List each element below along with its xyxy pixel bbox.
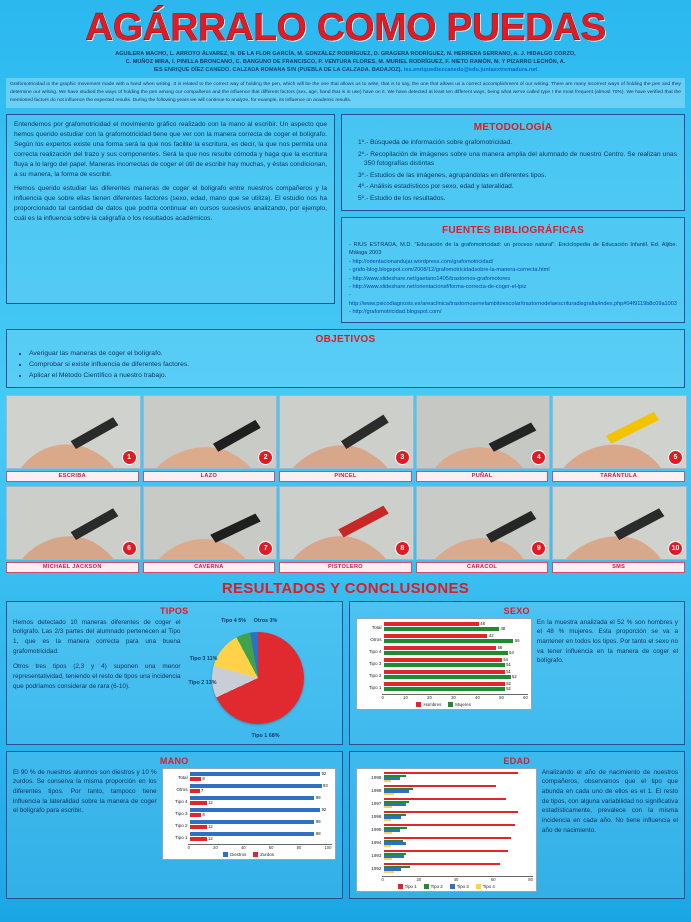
chart-row	[166, 772, 332, 783]
chart-row	[360, 658, 528, 669]
chart-legend	[360, 702, 528, 707]
methodology-heading: METODOLOGÍA	[473, 122, 553, 134]
chart-category-label: Tipo 2	[368, 672, 382, 678]
chart-value-label: 12	[208, 836, 213, 842]
photo-image	[6, 486, 141, 560]
chart-row	[166, 796, 332, 807]
list-item: 1º.- Búsqueda de información sobre grafomotricidad.	[358, 139, 513, 147]
chart-row	[360, 772, 533, 784]
chart-value-label: 12	[208, 824, 213, 830]
chart-value-label: 54	[503, 657, 509, 662]
results-panel-mano	[6, 751, 343, 899]
chart-value-label: 42	[488, 633, 494, 638]
chart-category-label: Tipo 3	[368, 660, 382, 666]
photo-row-2	[6, 486, 685, 573]
pie-label-otros: Otros 3%	[253, 617, 278, 624]
chart-category-label: 1999	[371, 775, 382, 780]
photo-badge: 2	[258, 450, 273, 465]
photo-badge: 8	[395, 541, 410, 556]
tipos-paragraph-2: Otros tres tipos (2,3 y 4) suponen una menor representatividad, teniendo el resto de tipos una incidencia que podríamos considerar de rara (6-10).	[13, 663, 181, 690]
mano-bar-chart	[162, 768, 336, 892]
photo-badge: 7	[258, 541, 273, 556]
tick: 30	[451, 694, 456, 700]
hand-writing-illustration	[7, 487, 140, 560]
list-item: 4º.- Análisis estadísticos por sexo, edad y lateralidad.	[358, 183, 514, 191]
chart-value-label: 56	[497, 645, 503, 650]
chart-row	[360, 811, 533, 823]
chart-value-label: 51	[506, 662, 511, 668]
chart-row	[166, 808, 332, 819]
photo-badge: 1	[122, 450, 137, 465]
photo-label: MICHAEL JACKSON	[6, 562, 139, 573]
chart-x-ticks	[382, 695, 528, 700]
list-item: • Comprobar si existe influencia de diferentes factores.	[29, 359, 676, 370]
tick: 20	[427, 694, 432, 700]
chart-row	[360, 785, 533, 797]
tick: 10	[403, 694, 408, 700]
photo-cell-9	[416, 486, 549, 573]
photo-badge: 6	[122, 541, 137, 556]
tick: 80	[296, 844, 302, 850]
photo-cell-5	[552, 395, 685, 482]
hand-writing-illustration	[280, 396, 413, 469]
hand-writing-illustration	[417, 487, 550, 560]
photo-image	[143, 486, 278, 560]
tick: 0	[381, 876, 384, 882]
list-item: 5º.- Estudio de los resultados.	[358, 194, 446, 202]
page-title: AGÁRRALO COMO PUEDAS	[85, 6, 606, 49]
tick: 60	[490, 876, 496, 882]
chart-row	[360, 824, 533, 836]
chart-category-label: 1992	[371, 866, 382, 871]
legend-item: Tipo 4	[476, 884, 495, 889]
chart-category-label: 1998	[371, 788, 382, 793]
results-heading: RESULTADOS Y CONCLUSIONES	[221, 579, 470, 597]
photo-image	[552, 486, 687, 560]
pie-graphic	[212, 632, 304, 724]
hand-writing-illustration	[553, 396, 686, 469]
photo-image	[552, 395, 687, 469]
list-item: 3º.- Estudios de las imágenes, agrupándolas en diferentes tipos.	[358, 171, 547, 179]
chart-value-label: 52	[512, 674, 517, 680]
chart-category-label: Otros	[176, 786, 188, 792]
intro-paragraph-2: Hemos querido estudiar las diferentes maneras de coger el bolígrafo entre nuestros compañeros y la influencia que sobre ellas tienen diferentes factores (sexo, edad, mano que se utiliza). El estudio nos ha proporcionado tal cantidad de datos que podría continuar en cursos sucesivos analizando, por ejemplo, cuál es la influencia sobre la caligrafía o los resultados académicos.	[14, 185, 328, 223]
edad-bar-chart	[356, 768, 537, 892]
mano-heading: MANO	[159, 755, 189, 766]
chart-value-label: 88	[315, 795, 321, 800]
photo-cell-6	[6, 486, 139, 573]
photo-label: ESCRIBA	[6, 471, 139, 482]
photo-grid	[6, 395, 685, 573]
tipos-text	[13, 618, 181, 738]
bar-chart-body	[356, 618, 532, 710]
photo-image	[143, 395, 278, 469]
chart-x-ticks	[382, 877, 533, 882]
results-panel-tipos	[6, 601, 343, 745]
references-heading: FUENTES BIBLIOGRÁFICAS	[441, 224, 585, 236]
chart-category-label: Tipo 1	[175, 834, 188, 840]
introduction-panel	[6, 114, 335, 304]
chart-value-label: 88	[315, 831, 321, 836]
photo-image	[6, 395, 141, 469]
results-panel-sexo	[349, 601, 686, 745]
list-item[interactable]: - http://www.psicodiagnosis.es/areaclinica/trastornosenelambitoescolar/trastornodelaescrituradisgrafia/index.php#04f9119b8c09a1003	[349, 292, 677, 307]
sexo-text: En la muestra analizada el 52 % son hombres y el 48 % mujeres. Esta proporción se va a mantener en todos los tipos. Por tanto el sexo no va tener influencia en la manera de coger el bolígrafo.	[536, 618, 678, 665]
author-list	[0, 47, 691, 74]
chart-value-label: 12	[208, 800, 213, 806]
pie-label-tipo1: Tipo 1 68%	[251, 732, 280, 739]
chart-category-label: 1995	[371, 827, 382, 832]
hand-writing-illustration	[144, 396, 277, 469]
tick: 60	[268, 844, 274, 850]
top-columns	[6, 114, 685, 322]
photo-cell-1	[6, 395, 139, 482]
chart-legend	[360, 884, 533, 889]
photo-image	[279, 486, 414, 560]
tick: 100	[324, 844, 332, 850]
chart-row	[360, 634, 528, 645]
tick: 20	[416, 876, 422, 882]
list-item: - RIUS ESTRADA, M.D. "Educación de la grafomotricidad: un proceso natural". Enciclopedia de Educación Infantil. Ed. Aljibe. Málaga 2003	[349, 241, 677, 257]
photo-label: PINCEL	[279, 471, 412, 482]
tick: 80	[528, 876, 533, 882]
photo-label: CAVERNA	[143, 562, 276, 573]
photo-cell-2	[143, 395, 276, 482]
hand-writing-illustration	[144, 487, 277, 560]
chart-category-label: Otros	[370, 636, 382, 642]
tick: 0	[187, 844, 190, 850]
list-item: 2º.- Recopilación de imágenes sobre una manera amplia del alumnado de nuestro Centro. Se realizan unas 350 fotografías distintas	[358, 150, 677, 168]
legend-item: Mujeres	[448, 702, 471, 707]
photo-badge: 3	[395, 450, 410, 465]
tick: 0	[381, 694, 384, 700]
chart-row	[360, 798, 533, 810]
tipos-paragraph-1: Hemos detectado 10 maneras diferentes de coger el bolígrafo. Las 2/3 partes del alumnado pertenecen al Tipo 1, que es la manera correcta para una buena grafomotricidad.	[13, 618, 181, 655]
photo-image	[416, 486, 551, 560]
list-item[interactable]: - http://www.slideshare.net/orientacionsf/forma-correcta-de-coger-el-lpiz	[349, 283, 527, 290]
list-item[interactable]: - http://grafomotricidad.blogspot.com/	[349, 309, 442, 316]
photo-label: LAZO	[143, 471, 276, 482]
tick: 60	[523, 694, 528, 700]
authors-line-1: AGUILERA MACHO, L. ARROYO ÁLVAREZ, N. DE LA FLOR GARCÍA, M. GONZÁLEZ RODRÍGUEZ, D. GRAGERA RODRÍGUEZ, N. HERRERA SERRANO, A. J. HIDALGO CORZO,	[115, 51, 576, 57]
legend-item: Hombres	[416, 702, 441, 707]
photo-cell-3	[279, 395, 412, 482]
photo-badge: 10	[668, 541, 683, 556]
chart-row	[360, 622, 528, 633]
tick: 40	[240, 844, 246, 850]
chart-category-label: 1994	[371, 840, 382, 845]
chart-x-ticks	[188, 845, 332, 850]
mano-text: El 90 % de nuestros alumnos son diestros y 10 % zurdos. Se conserva la misma proporción en los diferentes tipos. Por tanto, tampoco tiene influencia la lateralidad sobre la manera de coger el bolígrafo para escribir.	[13, 768, 157, 815]
hand-writing-illustration	[7, 396, 140, 469]
legend-item: Tipo 3	[450, 884, 469, 889]
tipos-pie-chart	[186, 618, 336, 738]
chart-value-label: 88	[315, 819, 321, 824]
institution: IES ENRIQUE DÍEZ CANEDO. CALZADA ROMANA S/N (PUEBLA DE LA CALZADA. BADAJOZ).	[153, 67, 403, 74]
intro-paragraph-1: Entendemos por grafomotricidad el movimiento gráfico realizado con la mano al escribir. Un aspecto que hemos querido estudiar con la grafomotricidad tiene que ver con la manera correcta de coger el bolígrafo. Según los expertos existe una forma será la que nos facilite la escritura, es decir, la que nos permita una correcta realización del trazo y sus componentes. Será la que nos resulte cómoda y haga que la escritura fluya a lo largo del papel. Maneras incorrectas de coger el útil de escribir hay muchas, y éstas condicionan, a su manera, la forma de escribir.	[14, 121, 328, 178]
chart-value-label: 8	[202, 776, 205, 782]
bar-chart-body	[356, 768, 537, 892]
references-list	[349, 241, 677, 317]
chart-row	[166, 784, 332, 795]
legend-item: Diestros	[223, 852, 246, 857]
pie-label-tipo3: Tipo 3 11%	[189, 655, 218, 662]
chart-row	[360, 646, 528, 657]
objectives-heading: OBJETIVOS	[315, 333, 376, 345]
chart-row	[166, 820, 332, 831]
legend-item: Tipo 1	[398, 884, 417, 889]
photo-cell-8	[279, 486, 412, 573]
methodology-panel	[341, 114, 685, 211]
chart-value-label: 92	[321, 807, 327, 812]
photo-badge: 9	[531, 541, 546, 556]
tick: 20	[213, 844, 218, 850]
chart-category-label: 1997	[371, 801, 382, 806]
hand-writing-illustration	[417, 396, 550, 469]
list-item[interactable]: - grafo-blog.blogspot.com/2008/12/grafomotricidadsobre-la-manera-correcta.html	[349, 267, 550, 274]
legend-item: Tipo 2	[424, 884, 443, 889]
chart-value-label: 7	[200, 788, 204, 794]
hand-writing-illustration	[280, 487, 413, 560]
photo-badge: 4	[531, 450, 546, 465]
abstract-text: Grafomotricidad is the graphic movement made with a hand when writing. It is related to the correct way of holding the pen, which will be the one that allows us to write, that is to say, the one that allows us a correct accomplishment of our writing. There are many incorrect ways of holding the pen and they determine our writing. We have studied the ways of holding the pen among our compañeros and the influence that different factors (sex, age, hand that is in use) have on it. We have detected at least ten different ways, being what we've called type I the most frequent (almost 70%). We have verified that the mentioned factors do not influence the expected results. During the following years we will continue to analyze, for example, its influence on academic results.	[6, 78, 685, 108]
edad-heading: EDAD	[503, 755, 531, 766]
chart-row	[360, 837, 533, 849]
photo-label: CARACOL	[416, 562, 549, 573]
legend-item: Zurdos	[253, 852, 274, 857]
hand-writing-illustration	[553, 487, 686, 560]
chart-value-label: 48	[500, 626, 506, 632]
photo-label: PUÑAL	[416, 471, 549, 482]
tipos-heading: TIPOS	[159, 605, 189, 616]
photo-label: SMS	[552, 562, 685, 573]
chart-category-label: Tipo 3	[175, 810, 188, 816]
photo-cell-7	[143, 486, 276, 573]
photo-cell-4	[416, 395, 549, 482]
chart-row	[360, 670, 528, 681]
chart-value-label: 56	[514, 638, 520, 644]
results-panel-edad	[349, 751, 686, 899]
chart-value-label: 54	[509, 650, 514, 656]
list-item[interactable]: - http://orientacionandujar.wordpress.com/grafomotricidad/	[349, 258, 494, 265]
chart-value-label: 51	[506, 669, 511, 674]
chart-row	[360, 850, 533, 862]
photo-image	[416, 395, 551, 469]
chart-value-label: 8	[202, 812, 205, 818]
chart-category-label: Tipo 4	[368, 648, 382, 654]
objectives-panel	[6, 329, 685, 388]
photo-badge: 5	[668, 450, 683, 465]
bar-chart-body	[162, 768, 336, 860]
authors-line-2: C. MUÑOZ MIRA, I. PINILLA BRONCANO, C. BANGUNO DE FRANCISCO, P. VENTURA FLORES, M. MURIEL RODRÍGUEZ, F. NIETO RAMÓN, M. Y PIZARRO LECHÓN, A.	[125, 59, 566, 66]
chart-value-label: 52	[506, 681, 511, 686]
chart-category-label: Tipo 4	[175, 798, 188, 804]
photo-row-1	[6, 395, 685, 482]
chart-row	[360, 682, 528, 693]
tick: 40	[453, 876, 459, 882]
tick: 50	[499, 694, 504, 700]
intro-column	[6, 114, 335, 322]
sexo-bar-chart	[356, 618, 532, 738]
list-item[interactable]: - http://www.slideshare.net/gaetano1405/trastornos-grafomotores	[349, 275, 511, 282]
list-item: • Averiguar las maneras de coger el bolígrafo.	[29, 348, 676, 359]
chart-value-label: 52	[506, 686, 511, 692]
results-row-2	[6, 751, 685, 899]
photo-image	[279, 395, 414, 469]
chart-category-label: Total	[177, 774, 188, 780]
chart-category-label: 1996	[371, 814, 382, 819]
chart-category-label: Tipo 1	[368, 684, 382, 690]
photo-label: PISTOLERO	[279, 562, 412, 573]
method-refs-column	[341, 114, 685, 322]
chart-legend	[166, 852, 332, 857]
chart-category-label: 1993	[371, 853, 382, 858]
tick: 40	[475, 694, 480, 700]
pie-label-tipo2: Tipo 2 13%	[188, 679, 217, 686]
references-panel	[341, 217, 685, 323]
photo-label: TARÁNTULA	[552, 471, 685, 482]
objectives-list	[15, 348, 676, 381]
methodology-list	[349, 138, 677, 203]
list-item: • Aplicar el Método Científico a nuestro trabajo.	[29, 370, 676, 381]
results-row-1	[6, 601, 685, 745]
edad-text: Analizando el año de nacimiento de nuestros compañeros, observamos que el tipo que abunda en cada uno de ellos es el 1. El resto de tipos, con alguna variabilidad no significativa estadísticamente, prevalece con la misma incidencia en cada año. No tiene influencia el año de nacimiento.	[541, 768, 678, 834]
chart-category-label: Total	[371, 624, 382, 630]
photo-cell-10	[552, 486, 685, 573]
chart-value-label: 48	[480, 621, 485, 626]
chart-row	[360, 863, 533, 875]
pie-label-tipo4: Tipo 4 5%	[220, 617, 247, 624]
chart-value-label: 93	[322, 783, 328, 788]
chart-row	[166, 832, 332, 843]
contact-email[interactable]: ies.enriquediezcanedo@edu.juntaextremadura.net	[403, 67, 538, 74]
chart-category-label: Tipo 2	[175, 822, 188, 828]
chart-value-label: 92	[321, 771, 327, 776]
sexo-heading: SEXO	[503, 605, 530, 616]
